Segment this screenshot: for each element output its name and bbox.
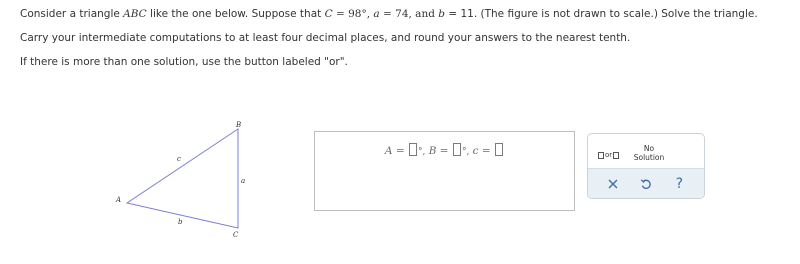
no-solution-label-line1: No	[643, 144, 655, 153]
or-label: or	[605, 151, 613, 159]
text-segment: Consider a triangle	[20, 8, 124, 20]
math-b: b	[438, 8, 445, 20]
triangle-shape	[127, 129, 238, 228]
problem-line-2: Carry your intermediate computations to at least four decimal places, and round your answers to the nearest tenth.	[20, 32, 631, 44]
degree-symbol: °	[418, 147, 423, 157]
no-solution-label-line2: Solution	[633, 153, 665, 162]
equals-sign: =	[395, 145, 405, 157]
angle-b-input[interactable]	[453, 143, 461, 156]
vertex-label-b: B	[236, 121, 242, 129]
side-c-input[interactable]	[495, 143, 503, 156]
side-label-a: a	[241, 177, 246, 185]
answer-var-c: c	[472, 145, 479, 157]
x-icon	[608, 179, 618, 189]
side-label-b: b	[178, 218, 183, 226]
undo-icon	[640, 178, 652, 190]
degree-symbol: °	[461, 147, 467, 157]
or-button[interactable]	[598, 148, 619, 162]
side-label-c: c	[177, 155, 181, 163]
clear-button[interactable]	[603, 174, 623, 194]
math-value-a: = 74, and	[379, 8, 439, 20]
answer-tools-panel	[587, 133, 705, 199]
vertex-label-a: A	[116, 196, 122, 204]
equals-sign: =	[481, 145, 491, 157]
question-mark-icon: ?	[675, 175, 684, 192]
box-icon	[598, 152, 604, 159]
angle-a-input[interactable]	[409, 143, 417, 156]
problem-line-1	[20, 8, 790, 21]
undo-button[interactable]	[636, 174, 656, 194]
action-bar	[588, 168, 704, 198]
math-a: a	[373, 8, 380, 20]
text-segment: = 11. (The figure is not drawn to scale.) Solve the triangle.	[445, 8, 758, 20]
problem-statement	[20, 8, 790, 80]
answer-var-a: A	[384, 145, 393, 157]
triangle-figure	[110, 118, 260, 243]
equals-sign: =	[439, 145, 449, 157]
comma: ,	[422, 147, 426, 157]
math-abc: ABC	[123, 8, 147, 20]
math-c: C	[324, 8, 333, 20]
text-segment: like the one below. Suppose that	[146, 8, 325, 20]
help-button[interactable]	[669, 174, 689, 194]
answer-entry-area[interactable]	[314, 131, 575, 211]
comma: ,	[466, 147, 470, 157]
vertex-label-c: C	[233, 231, 239, 239]
no-solution-button[interactable]	[631, 144, 667, 162]
answer-template	[315, 143, 574, 157]
box-icon	[613, 152, 619, 159]
problem-line-3: If there is more than one solution, use the button labeled "or".	[20, 56, 348, 68]
math-value-c: = 98°,	[332, 8, 374, 20]
answer-var-b: B	[428, 145, 437, 157]
